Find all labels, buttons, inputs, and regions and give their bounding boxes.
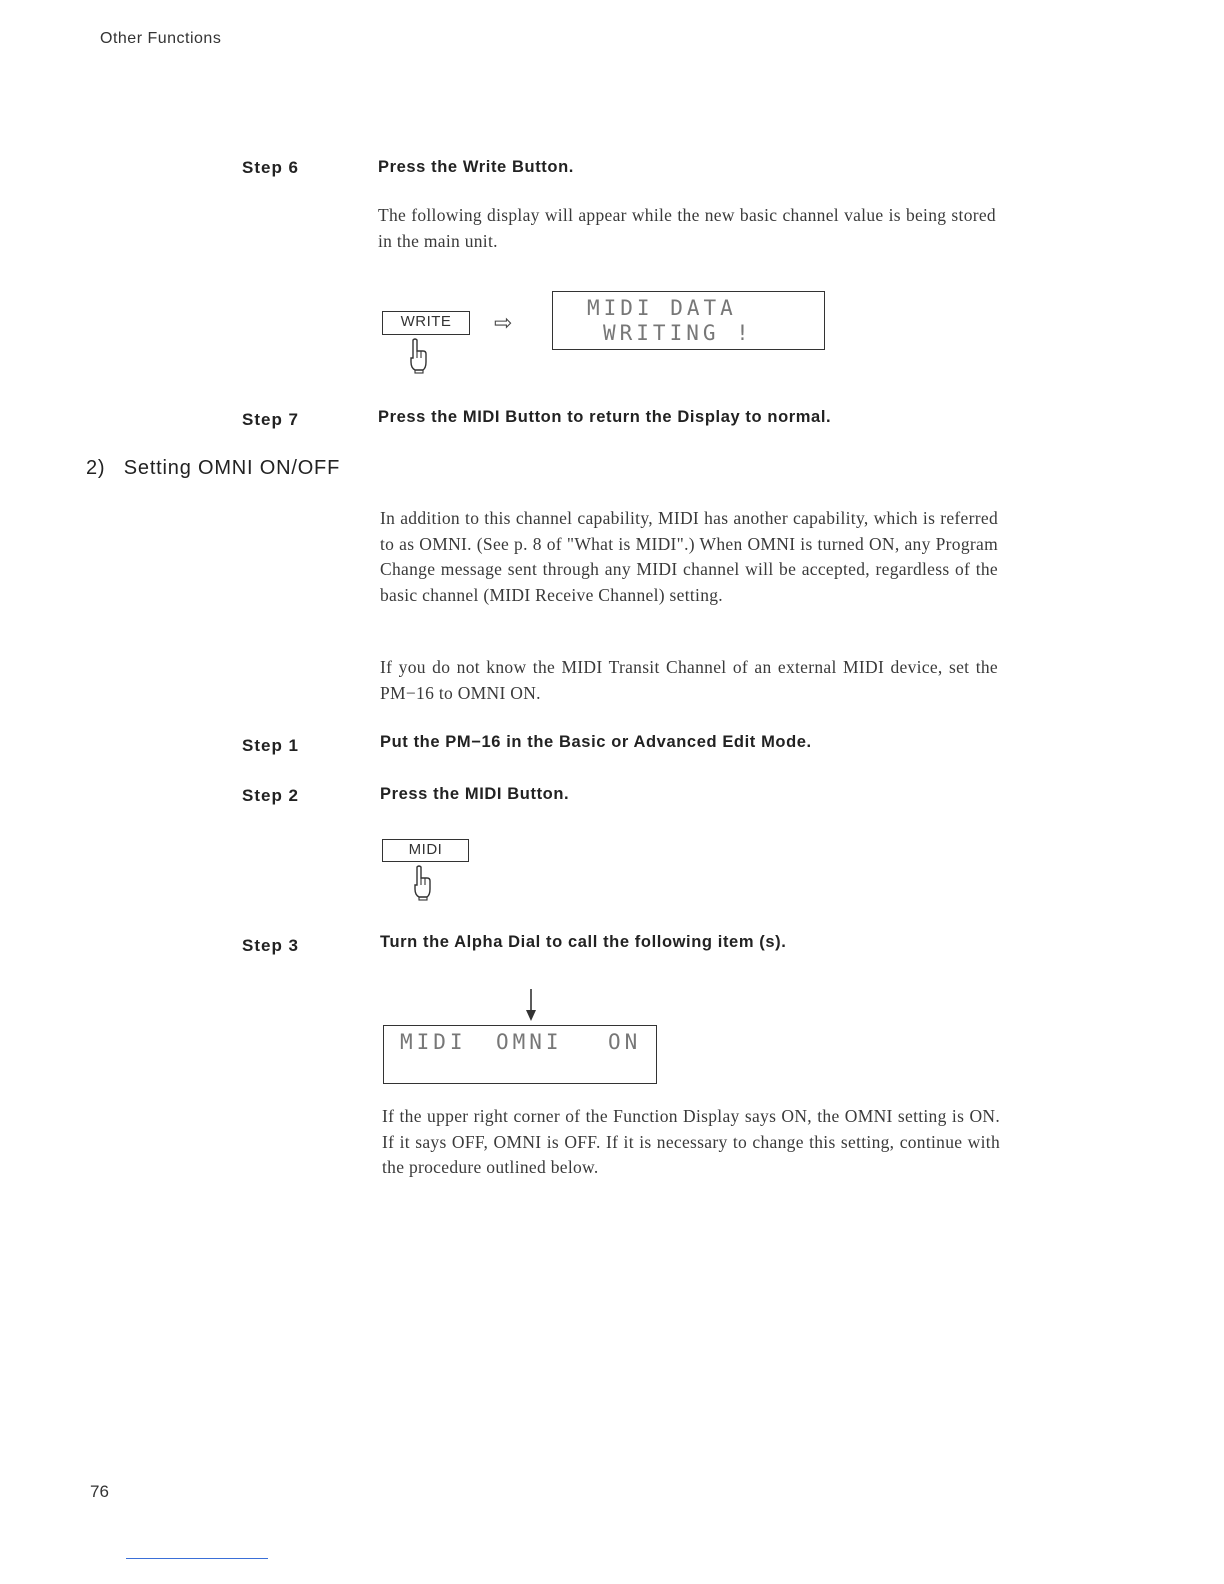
step-3-instruction: Turn the Alpha Dial to call the following item (s). bbox=[380, 933, 787, 951]
step-1-instruction: Put the PM−16 in the Basic or Advanced Edit Mode. bbox=[380, 733, 812, 751]
lcd-line-1: MIDI DATA bbox=[587, 296, 737, 320]
arrow-right-icon: ⇨ bbox=[494, 310, 513, 335]
step-7-label: Step 7 bbox=[242, 410, 300, 429]
section-paragraph-1: In addition to this channel capability, MIDI has another capability, which is referred to as OMNI. (See p. 8 of "What is MIDI".) When OMNI is turned ON, any Program Change message sent through any MIDI channel will be accepted, regardless of the basic channel (MIDI Receive Channel) setting. bbox=[380, 508, 998, 605]
step-2-instruction: Press the MIDI Button. bbox=[380, 785, 570, 803]
midi-button: MIDI bbox=[382, 839, 469, 862]
step-6-label: Step 6 bbox=[242, 158, 300, 177]
lcd-display-omni bbox=[383, 1025, 657, 1084]
lcd-item-omni: OMNI bbox=[496, 1030, 563, 1054]
step-3-label: Step 3 bbox=[242, 936, 300, 955]
lcd-item-midi: MIDI bbox=[400, 1030, 467, 1054]
pointing-hand-icon bbox=[411, 865, 433, 906]
write-button: WRITE bbox=[382, 311, 470, 335]
step-6-description: The following display will appear while the new basic channel value is being stored in the main unit. bbox=[378, 205, 996, 251]
midi-button-figure bbox=[382, 839, 469, 862]
pointing-hand-icon bbox=[407, 338, 429, 379]
lcd-item-on: ON bbox=[608, 1030, 642, 1054]
running-header: Other Functions bbox=[100, 30, 222, 47]
step-7-instruction: Press the MIDI Button to return the Display to normal. bbox=[378, 408, 832, 426]
footer-rule bbox=[126, 1558, 268, 1559]
lcd-line-2: WRITING ! bbox=[603, 321, 753, 345]
step-3-note: If the upper right corner of the Function Display says ON, the OMNI setting is ON. If it says OFF, OMNI is OFF. If it is necessary to change this setting, continue with the procedure outlined below. bbox=[382, 1106, 1000, 1177]
lcd-display-writing bbox=[552, 291, 825, 350]
section-paragraph-2: If you do not know the MIDI Transit Channel of an external MIDI device, set the PM−16 to OMNI ON. bbox=[380, 657, 998, 703]
step-6-instruction: Press the Write Button. bbox=[378, 158, 574, 176]
section-title: Setting OMNI ON/OFF bbox=[123, 457, 341, 479]
cursor-arrow-icon bbox=[523, 988, 539, 1029]
section-heading bbox=[86, 457, 340, 480]
step-1-label: Step 1 bbox=[242, 736, 300, 755]
write-button-figure bbox=[382, 311, 470, 335]
page-number: 76 bbox=[90, 1482, 109, 1501]
section-number: 2) bbox=[86, 457, 106, 479]
step-2-label: Step 2 bbox=[242, 786, 300, 805]
